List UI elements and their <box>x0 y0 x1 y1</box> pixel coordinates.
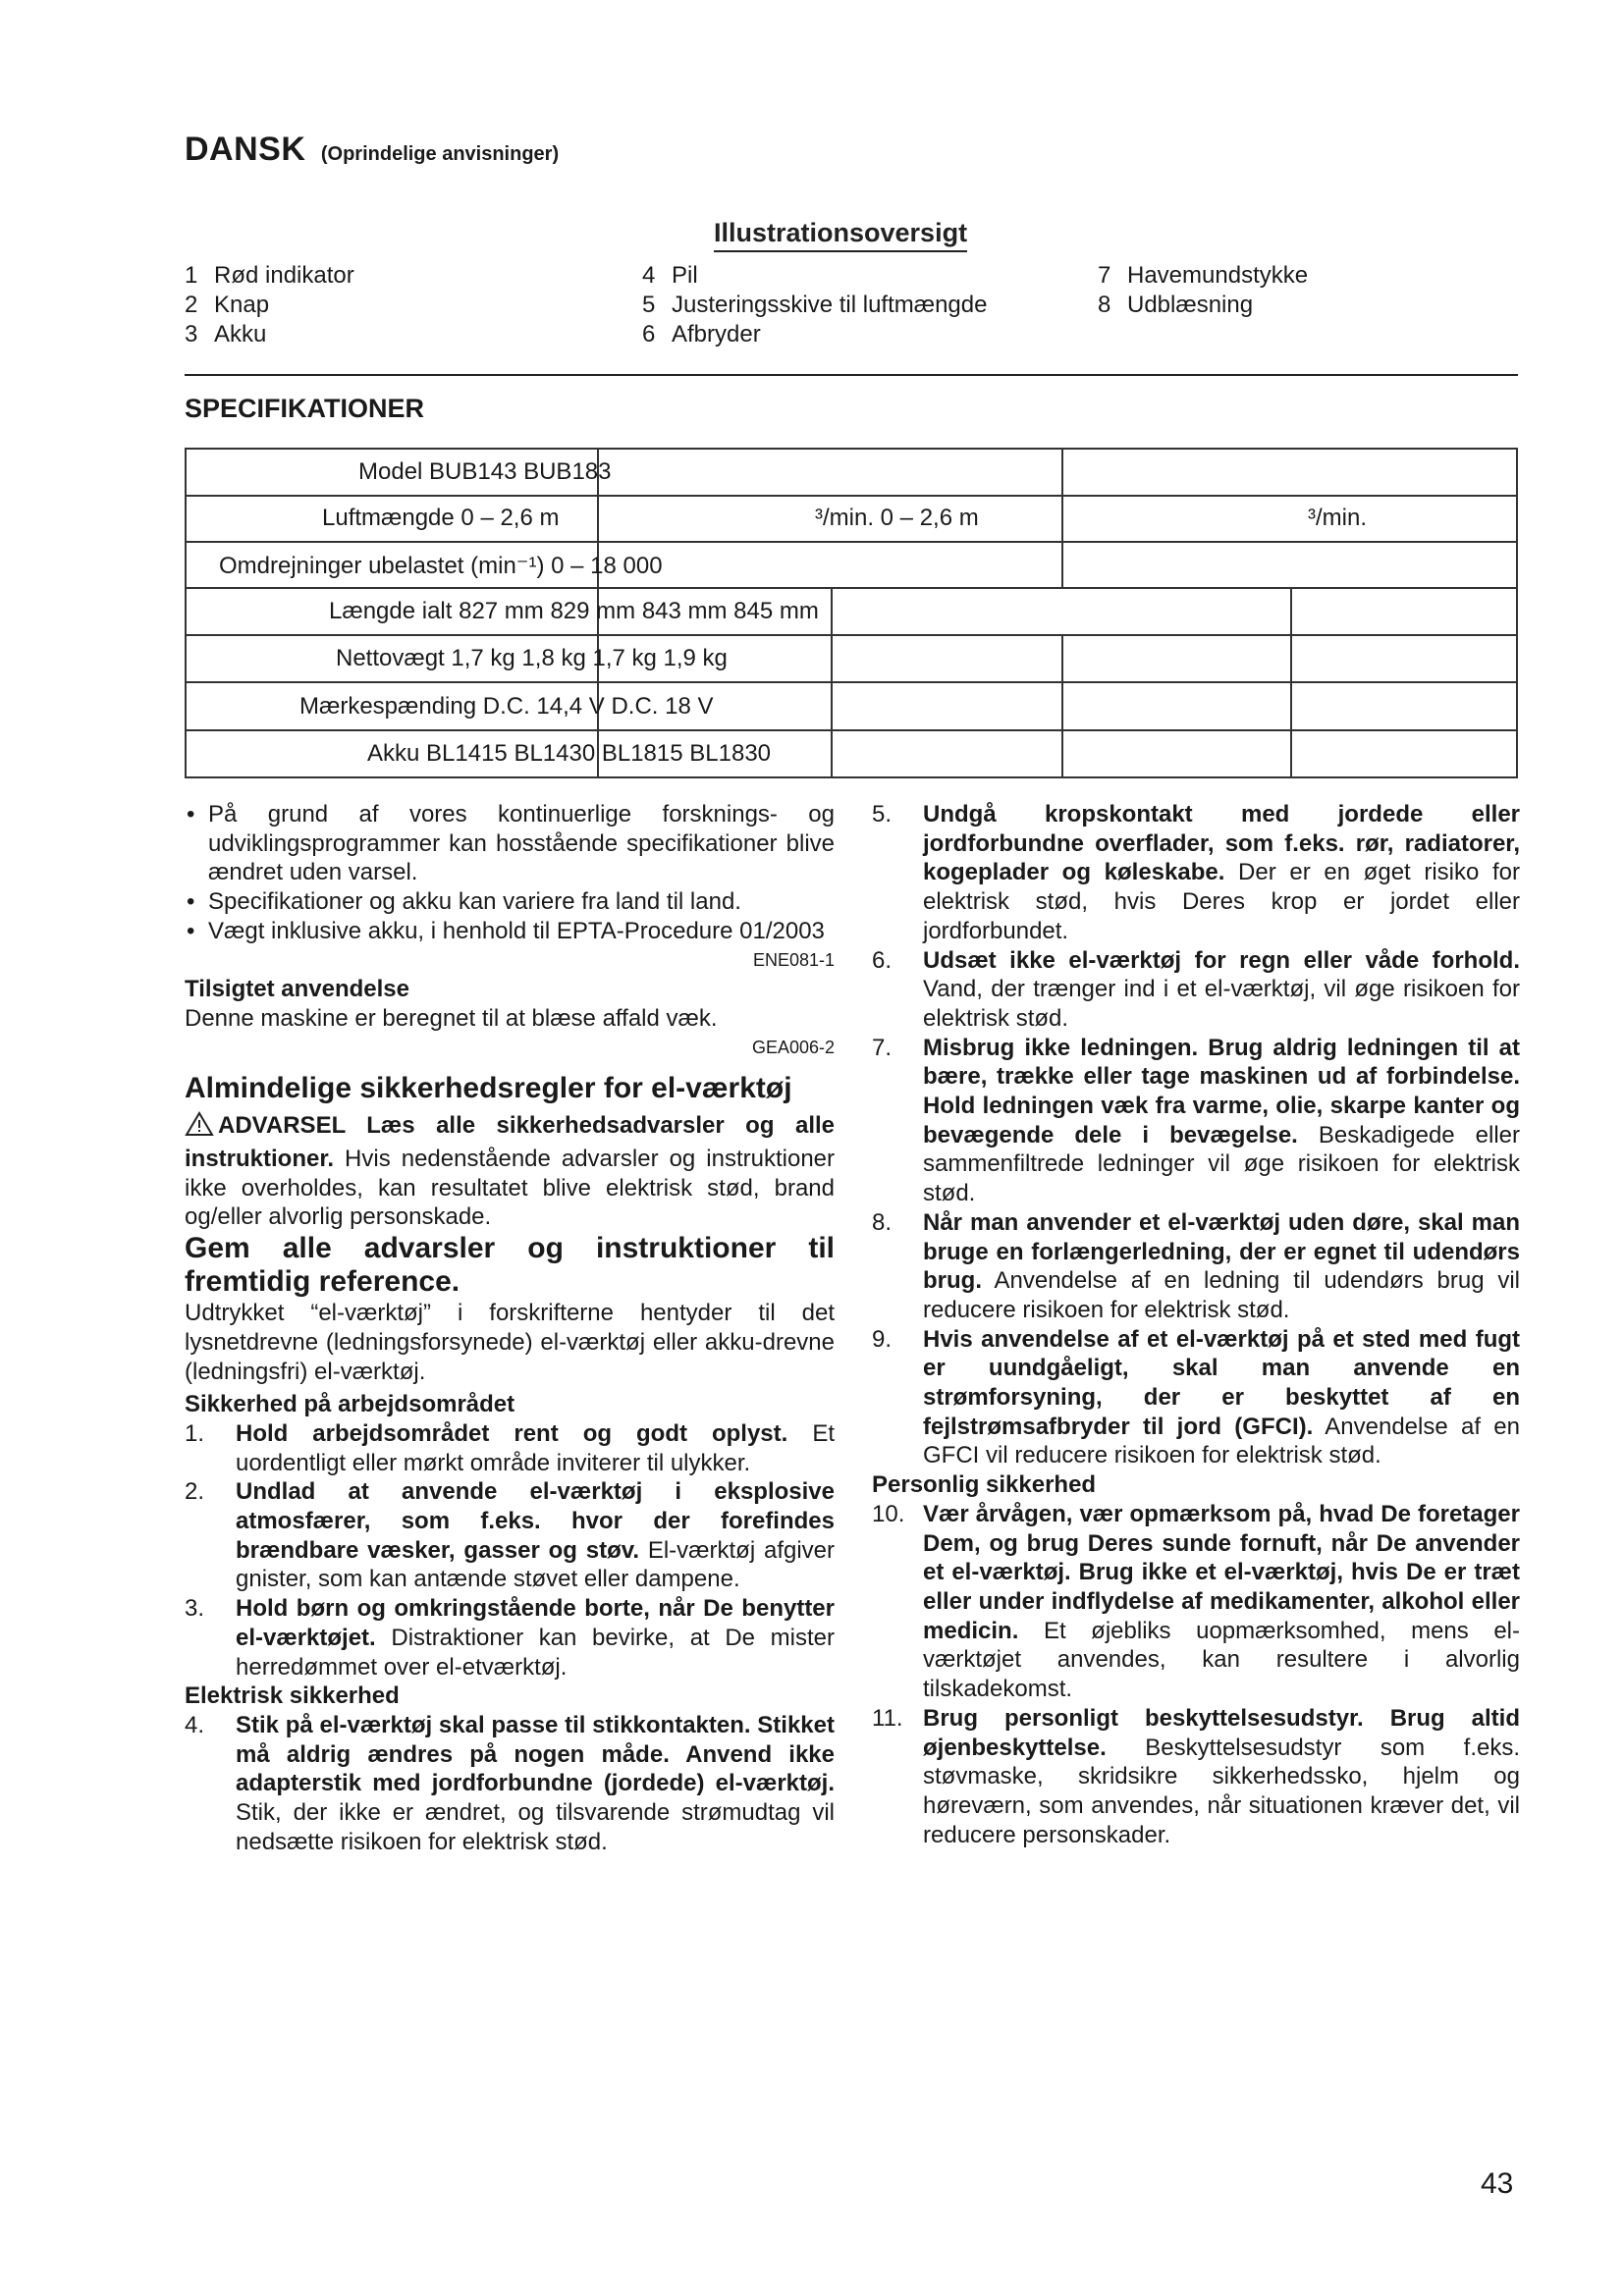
section-code: GEA006-2 <box>751 1037 835 1057</box>
safety-item: 3. Hold børn og omkringstående borte, når De benytter el-værktøjet. Distraktioner kan bevirke, at De mister herredømmet over el-etværktøj. <box>185 1595 835 1681</box>
illustration-item: 6 Afbryder <box>642 321 761 347</box>
spec-row-airflow-unit-2: ³/min. <box>1308 505 1367 531</box>
safety-item: 5. Undgå kropskontakt med jordede eller jordforbundne overflader, som f.eks. rør, radiatorer, kogeplader og køleskabe. Der er en øget risiko for elektrisk stød, hvis Deres krop er jordet eller jordforbundet. <box>872 801 1521 944</box>
spec-row-airflow: Luftmængde 0 – 2,6 m <box>322 505 560 531</box>
right-column <box>872 800 1520 1849</box>
keep-instructions-heading: Gem alle advarsler og instruktioner til fremtidig reference. <box>185 1232 835 1299</box>
general-safety-heading: Almindelige sikkerhedsregler for el-værktøj <box>185 1072 792 1105</box>
specifications-table <box>185 448 1518 778</box>
page-number: 43 <box>1481 2167 1514 2200</box>
section-code: ENE081-1 <box>752 949 835 970</box>
spec-row-weight: Nettovægt 1,7 kg 1,8 kg 1,7 kg 1,9 kg <box>336 645 728 671</box>
illustration-column-1 <box>185 261 354 349</box>
illustration-item: 4 Pil <box>642 262 698 289</box>
illustration-item: 8 Udblæsning <box>1098 292 1254 318</box>
safety-item: 4. Stik på el-værktøj skal passe til stikkontakten. Stikket må aldrig ændres på nogen måde. Anvend ikke adapterstik med jordforbundne (jordede) el-værktøj. Stik, der ikke er ændret, og tilsvarende strømudtag vil nedsætte risikoen for elektrisk stød. <box>185 1711 835 1855</box>
illustration-item: 7 Havemundstykke <box>1098 262 1309 289</box>
illustration-item: 5 Justeringsskive til luftmængde <box>642 292 988 318</box>
safety-item: 8. Når man anvender et el-værktøj uden døre, skal man bruge en forlængerledning, der er egnet til udendørs brug. Anvendelse af en ledning til udendørs brug vil reducere risikoen for elektrisk stød. <box>872 1208 1521 1323</box>
safety-item: 6. Udsæt ikke el-værktøj for regn eller våde forhold. Vand, der trænger ind i et el-værktøj, vil øge risikoen for elektrisk stød. <box>872 946 1520 1032</box>
electrical-safety-heading: Elektrisk sikkerhed <box>185 1682 400 1710</box>
safety-item: 10. Vær årvågen, vær opmærksom på, hvad De foretager Dem, og brug Deres sunde fornuft, når De anvender et el-værktøj. Brug ikke et el-værktøj, hvis De er træt eller under indflydelse af medikamenter, alkohol eller medicin. Et øjebliks uopmærksomhed, mens el-værktøjet anvendes, kan resultere i alvorlig tilskadekomst. <box>872 1500 1521 1703</box>
illustration-title: Illustrationsoversigt <box>714 218 967 252</box>
illustration-item: 3 Akku <box>185 321 267 347</box>
section-divider <box>185 374 1518 376</box>
intended-use-heading: Tilsigtet anvendelse <box>185 976 409 1003</box>
spec-note: • På grund af vores kontinuerlige forsknings- og udviklingsprogrammer kan hosstående specifikationer blive ændret uden varsel. <box>185 800 835 887</box>
illustration-item: 1 Rød indikator <box>185 262 354 289</box>
warning-paragraph: ADVARSEL Læs alle sikkerhedsadvarsler og alle instruktioner. Hvis nedenstående advarsler og instruktioner ikke overholdes, kan resultatet blive elektrisk stød, brand og/eller alvorlig personskade. <box>185 1112 836 1231</box>
spec-note: • Vægt inklusive akku, i henhold til EPTA-Procedure 01/2003 <box>185 917 835 946</box>
safety-item: 7. Misbrug ikke ledningen. Brug aldrig ledningen til at bære, trække eller tage maskinen ud af forbindelse. Hold ledningen væk fra varme, olie, skarpe kanter og bevægende dele i bevægelse. Beskadigede eller sammenfiltrede ledninger vil øge risikoen for elektrisk stød. <box>872 1034 1520 1207</box>
spec-row-length: Længde ialt 827 mm 829 mm 843 mm 845 mm <box>329 598 819 624</box>
specifications-heading: SPECIFIKATIONER <box>185 394 425 423</box>
illustration-column-3 <box>1098 261 1308 320</box>
work-area-heading: Sikkerhed på arbejdsområdet <box>185 1391 515 1418</box>
spec-row-model: Model BUB143 BUB183 <box>358 458 612 485</box>
spec-row-speed: Omdrejninger ubelastet (min⁻¹) 0 – 18 000 <box>219 553 663 579</box>
intended-use-text: Denne maskine er beregnet til at blæse affald væk. <box>185 1004 718 1032</box>
warning-triangle-icon <box>185 1111 214 1145</box>
keep-instructions-text: Udtrykket “el-værktøj” i forskrifterne hentyder til det lysnetdrevne (ledningsforsynede) el-værktøj eller akku-drevne (ledningsfri) el-værktøj. <box>185 1300 835 1385</box>
illustration-item: 2 Knap <box>185 292 270 318</box>
safety-item: 1. Hold arbejdsområdet rent og godt oplyst. Et uordentligt eller mørkt område inviterer til ulykker. <box>185 1419 835 1476</box>
spec-row-voltage: Mærkespænding D.C. 14,4 V D.C. 18 V <box>299 693 714 720</box>
illustration-column-2 <box>642 261 987 349</box>
language-subtitle: (Oprindelige anvisninger) <box>320 143 560 165</box>
document-header <box>185 131 559 169</box>
language-title: DANSK <box>185 131 306 168</box>
personal-safety-heading: Personlig sikkerhed <box>872 1471 1097 1499</box>
safety-item: 9. Hvis anvendelse af et el-værktøj på et sted med fugt er uundgåeligt, skal man anvende en strømforsyning, der er beskyttet af en fejlstrømsafbryder til jord (GFCI). Anvendelse af en GFCI vil reducere risikoen for elektrisk stød. <box>872 1325 1520 1469</box>
safety-item: 11. Brug personligt beskyttelsesudstyr. Brug altid øjenbeskyttelse. Beskyttelsesudstyr som f.eks. støvmaske, skridsikre sikkerhedssko, hjelm og høreværn, som anvendes, når situationen kræver det, vil reducere personskader. <box>872 1704 1520 1848</box>
spec-row-airflow-unit: ³/min. 0 – 2,6 m <box>815 505 979 531</box>
left-column <box>185 800 835 1857</box>
spec-note: • Specifikationer og akku kan variere fra land til land. <box>185 887 835 917</box>
spec-row-battery: Akku BL1415 BL1430 BL1815 BL1830 <box>367 740 772 767</box>
safety-item: 2. Undlad at anvende el-værktøj i eksplosive atmosfærer, som f.eks. hvor der forefindes brændbare væsker, gasser og støv. El-værktøj afgiver gnister, som kan antænde støvet eller dampene. <box>185 1478 836 1593</box>
